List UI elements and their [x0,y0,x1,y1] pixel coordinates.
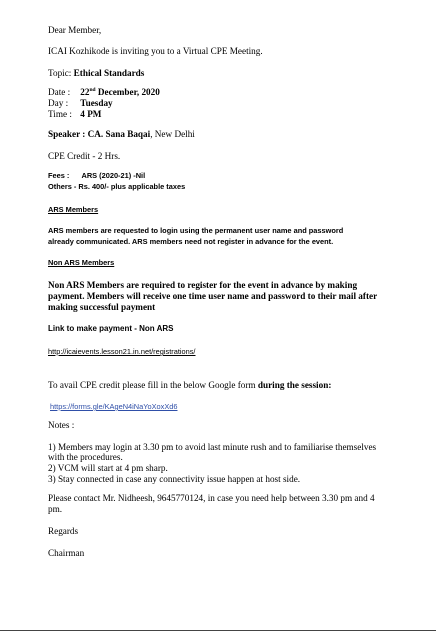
date-label: Date : [48,87,71,97]
fees-ars: ARS (2020-21) -Nil [81,171,146,180]
time-value: 4 PM [80,109,102,119]
date-line [48,88,160,97]
cpe-credit: CPE Credit - 2 Hrs. [48,151,121,161]
fees-line [48,172,145,179]
time-line [48,110,101,119]
google-form-text [48,381,331,390]
note-2: 2) VCM will start at 4 pm sharp. [48,463,168,473]
day-line [48,99,113,108]
google-form-text-a: To avail CPE credit please fill in the below Google form [48,380,258,390]
speaker-line [48,130,195,139]
salutation: Dear Member, [48,25,102,35]
non-ars-text-1: Non ARS Members are required to register for the event in advance by making [48,280,358,290]
invitation-text: ICAI Kozhikode is inviting you to a Virtual CPE Meeting. [48,46,263,56]
notes-label: Notes : [48,420,75,430]
payment-url[interactable]: http://icaievents.lesson21.in.net/registrations/ [48,347,196,356]
google-form-text-b: during the session: [257,380,332,390]
date-suffix: nd [89,86,96,93]
topic-value: Ethical Standards [73,68,145,78]
fees-others: Others - Rs. 400/- plus applicable taxes [48,182,186,191]
payment-link[interactable] [48,348,196,355]
google-form-link[interactable] [50,403,178,410]
ars-members-heading: ARS Members [48,205,99,214]
topic-line [48,69,144,78]
time-label: Time : [48,109,72,119]
speaker-place: , New Delhi [150,129,195,139]
non-ars-text-3: making successful payment [48,302,156,312]
payment-link-label: Link to make payment - Non ARS [48,324,174,333]
ars-members-text-2: already communicated. ARS members need not register in advance for the event. [48,237,334,246]
day-value: Tuesday [80,98,113,108]
ars-members-text-1: ARS members are requested to login using the permanent user name and password [48,226,344,235]
page-bottom-divider [0,630,436,631]
note-3: 3) Stay connected in case any connectivity issue happen at host side. [48,474,301,484]
contact-line-1: Please contact Mr. Nidheesh, 9645770124, in case you need help between 3.30 pm and 4 [48,493,375,503]
signature: Chairman [48,548,85,558]
day-label: Day : [48,98,69,108]
google-form-url[interactable]: https://forms.gle/KAgeN4iNaYoXoxXd6 [50,402,178,411]
contact-line-2: pm. [48,504,63,514]
date-rest: December, 2020 [97,87,160,97]
speaker-name: Speaker : CA. Sana Baqai [48,129,151,139]
topic-label: Topic: [48,68,72,78]
note-1b: with the procedures. [48,452,123,462]
fees-label: Fees : [48,171,70,180]
note-1a: 1) Members may login at 3.30 pm to avoid last minute rush and to familiarise themselves [48,442,377,452]
date-day: 22 [80,87,90,97]
regards: Regards [48,526,79,536]
non-ars-text-2: payment. Members will receive one time user name and password to their mail after [48,291,378,301]
non-ars-members-heading: Non ARS Members [48,258,115,267]
